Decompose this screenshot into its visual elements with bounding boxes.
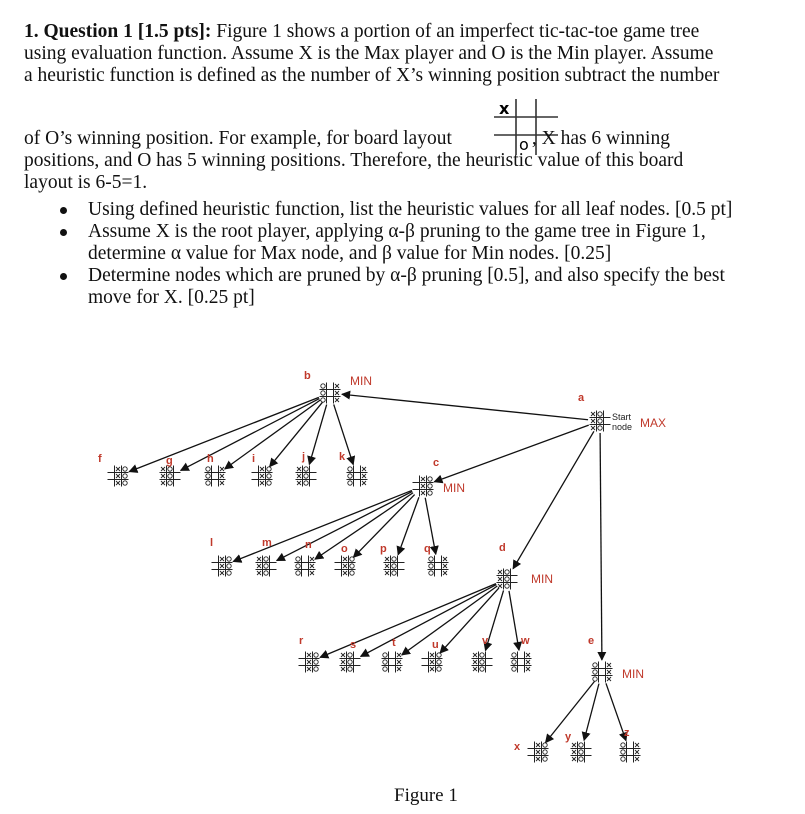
board-thumbnail <box>590 411 611 432</box>
node-label: k <box>339 451 346 463</box>
board-thumbnail <box>528 742 549 763</box>
board-thumbnail <box>472 652 493 673</box>
board-thumbnail <box>108 466 129 487</box>
node-label: r <box>299 635 304 647</box>
game-tree-figure <box>0 355 805 785</box>
board-thumbnail <box>497 569 518 590</box>
tree-edge-c-n <box>315 493 413 560</box>
bullet-dot <box>60 273 67 280</box>
tree-edge-b-f <box>129 397 319 471</box>
tree-edge-a-b <box>342 394 588 420</box>
question-line-6: layout is 6-5=1. <box>24 172 148 193</box>
node-label: j <box>302 451 306 463</box>
board-thumbnail <box>212 556 233 577</box>
node-label: e <box>588 635 595 647</box>
node-label: i <box>252 453 256 465</box>
node-label: n <box>305 539 312 551</box>
task-text: Using defined heuristic function, list the heuristic values for all leaf nodes. [0.5 pt] <box>88 199 733 220</box>
task-item <box>24 221 784 265</box>
question-line-5: positions, and O has 5 winning positions. Therefore, the heuristic value of this board <box>24 150 684 171</box>
bullet-dot <box>60 229 67 236</box>
board-thumbnail <box>620 742 641 763</box>
tree-edge-a-e <box>600 433 602 660</box>
board-thumbnail <box>511 652 532 673</box>
tree-edge-d-s <box>361 585 497 657</box>
board-thumbnail <box>422 652 443 673</box>
board-thumbnail <box>382 652 403 673</box>
figure-caption: Figure 1 <box>394 785 458 806</box>
tree-edge-b-g <box>181 399 320 471</box>
example-x-mark: x <box>499 99 510 118</box>
node-label: o <box>341 543 348 555</box>
board-thumbnail <box>428 556 449 577</box>
board-thumbnail <box>592 662 613 683</box>
board-thumbnail <box>335 556 356 577</box>
question-heading: 1. Question 1 [1.5 pts]: <box>24 21 212 42</box>
node-label: a <box>578 392 585 404</box>
node-label: x <box>514 741 521 753</box>
min-node-label: MIN <box>622 667 644 681</box>
node-label: p <box>380 543 387 555</box>
tree-edge-c-p <box>398 497 419 554</box>
node-label: y <box>565 731 572 743</box>
tree-edge-a-c <box>434 425 588 482</box>
example-o-mark: o <box>519 135 529 154</box>
task-text: move for X. [0.25 pt] <box>88 287 255 308</box>
tree-edge-d-w <box>509 591 519 650</box>
node-label: q <box>424 543 431 555</box>
task-text: determine α value for Max node, and β value for Min nodes. [0.25] <box>88 243 612 264</box>
start-node-label: Start <box>612 412 632 422</box>
node-label: l <box>210 537 214 549</box>
board-thumbnail <box>299 652 320 673</box>
task-text: Determine nodes which are pruned by α-β pruning [0.5], and also specify the best <box>88 265 725 286</box>
node-label: g <box>166 455 173 467</box>
node-label: m <box>262 537 272 549</box>
node-label: c <box>433 457 440 469</box>
min-node-label: MIN <box>443 481 465 495</box>
board-thumbnail <box>252 466 273 487</box>
board-thumbnail <box>384 556 405 577</box>
board-thumbnail <box>340 652 361 673</box>
question-line-2: using evaluation function. Assume X is the Max player and O is the Min player. Assume <box>24 43 714 64</box>
tree-edge-a-d <box>513 431 594 568</box>
question-text-1: Figure 1 shows a portion of an imperfect tic-tac-toe game tree <box>216 21 700 42</box>
node-label: d <box>499 542 506 554</box>
board-thumbnail <box>205 466 226 487</box>
node-label: f <box>98 453 102 465</box>
question-line-3: a heuristic function is defined as the number of X’s winning position subtract the number <box>24 65 720 86</box>
tree-edge-b-i <box>270 402 323 466</box>
tree-edge-b-j <box>309 405 326 465</box>
board-thumbnail <box>347 466 368 487</box>
node-label: z <box>624 727 630 739</box>
tree-edge-b-h <box>225 400 321 469</box>
board-thumbnail <box>256 556 277 577</box>
max-node-label: MAX <box>640 416 667 430</box>
node-label: s <box>350 639 357 651</box>
question-line-1 <box>24 21 784 43</box>
node-label: h <box>207 453 214 465</box>
min-node-label: MIN <box>350 374 372 388</box>
task-text: Assume X is the root player, applying α-β pruning to the game tree in Figure 1, <box>88 221 706 242</box>
task-item <box>24 265 784 309</box>
board-thumbnail <box>320 383 341 404</box>
start-node-label: node <box>612 422 633 432</box>
bullet-dot <box>60 207 67 214</box>
task-list <box>24 199 784 309</box>
node-label: u <box>432 639 439 651</box>
board-thumbnail <box>413 476 434 497</box>
node-label: b <box>304 370 311 382</box>
node-label: t <box>392 637 396 649</box>
node-label: v <box>482 635 489 647</box>
board-thumbnail <box>571 742 592 763</box>
board-thumbnail <box>296 466 317 487</box>
question-line-4 <box>24 128 784 150</box>
node-label: w <box>521 635 530 647</box>
min-node-label: MIN <box>531 572 553 586</box>
board-thumbnail <box>295 556 316 577</box>
task-item <box>24 199 784 221</box>
board-thumbnail <box>160 466 181 487</box>
question-text-4b: , X has 6 winning <box>531 128 670 149</box>
question-text-4a: of O’s winning position. For example, for board layout <box>24 128 452 149</box>
